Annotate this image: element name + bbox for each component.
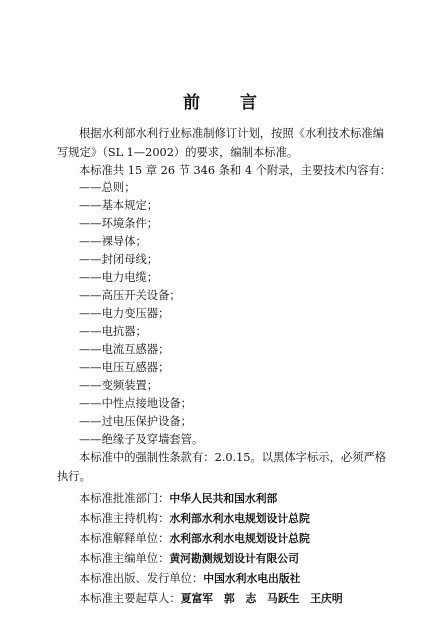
meta-value: 水利部水利水电规划设计总院 [169,512,310,525]
content-item: ——裸导体； [79,235,147,248]
meta-value: 中国水利水电出版社 [203,572,301,585]
meta-approval [79,490,277,507]
meta-value: 黄河勘测规划设计有限公司 [169,552,299,565]
content-item: ——过电压保护设备； [79,415,192,428]
contents-summary: 本标准共 15 章 26 节 346 条和 4 个附录，主要技术内容有： [79,164,392,177]
meta-value: 夏富军 郭 志 马跃生 王庆明 [180,592,343,605]
content-item: ——高压开关设备； [79,289,181,302]
meta-label: 本标准主要起草人： [79,592,181,605]
meta-host [79,510,310,527]
meta-interpretation [79,530,310,547]
meta-value: 中华人民共和国水利部 [169,492,278,505]
content-item: ——电力变压器； [79,307,170,320]
intro-paragraph: 根据水利部水利行业标准制修订计划，按照《水利技术标准编写规定》（SL 1—2002）的要求，编制本标准。 [57,127,385,159]
meta-drafters [79,590,343,607]
page-title [0,88,442,113]
content-item: ——电流互感器； [79,343,170,356]
meta-publisher [79,570,300,587]
meta-value: 水利部水利水电规划设计总院 [169,532,310,545]
meta-label: 本标准主持机构： [79,512,170,525]
content-item: ——总则； [79,181,136,194]
content-item: ——中性点接地设备； [79,397,192,410]
content-item: ——环境条件； [79,217,159,230]
content-item: ——基本规定； [79,199,159,212]
content-item: ——电抗器； [79,325,147,338]
title-char-1: 前 [183,93,202,113]
title-char-2: 言 [240,93,259,113]
content-item: ——封闭母线； [79,253,159,266]
content-item: ——绝缘子及穿墙套管。 [79,433,204,446]
content-item: ——电力电缆； [79,271,159,284]
meta-label: 本标准主编单位： [79,552,170,565]
content-item: ——电压互感器； [79,361,170,374]
meta-label: 本标准解释单位： [79,532,170,545]
meta-label: 本标准出版、发行单位： [79,572,204,585]
meta-label: 本标准批准部门： [79,492,170,505]
meta-editor [79,550,299,567]
content-item: ——变频装置； [79,379,159,392]
mandatory-clause-note: 本标准中的强制性条款有：2.0.15。以黑体字标示，必须严格执行。 [57,451,387,483]
